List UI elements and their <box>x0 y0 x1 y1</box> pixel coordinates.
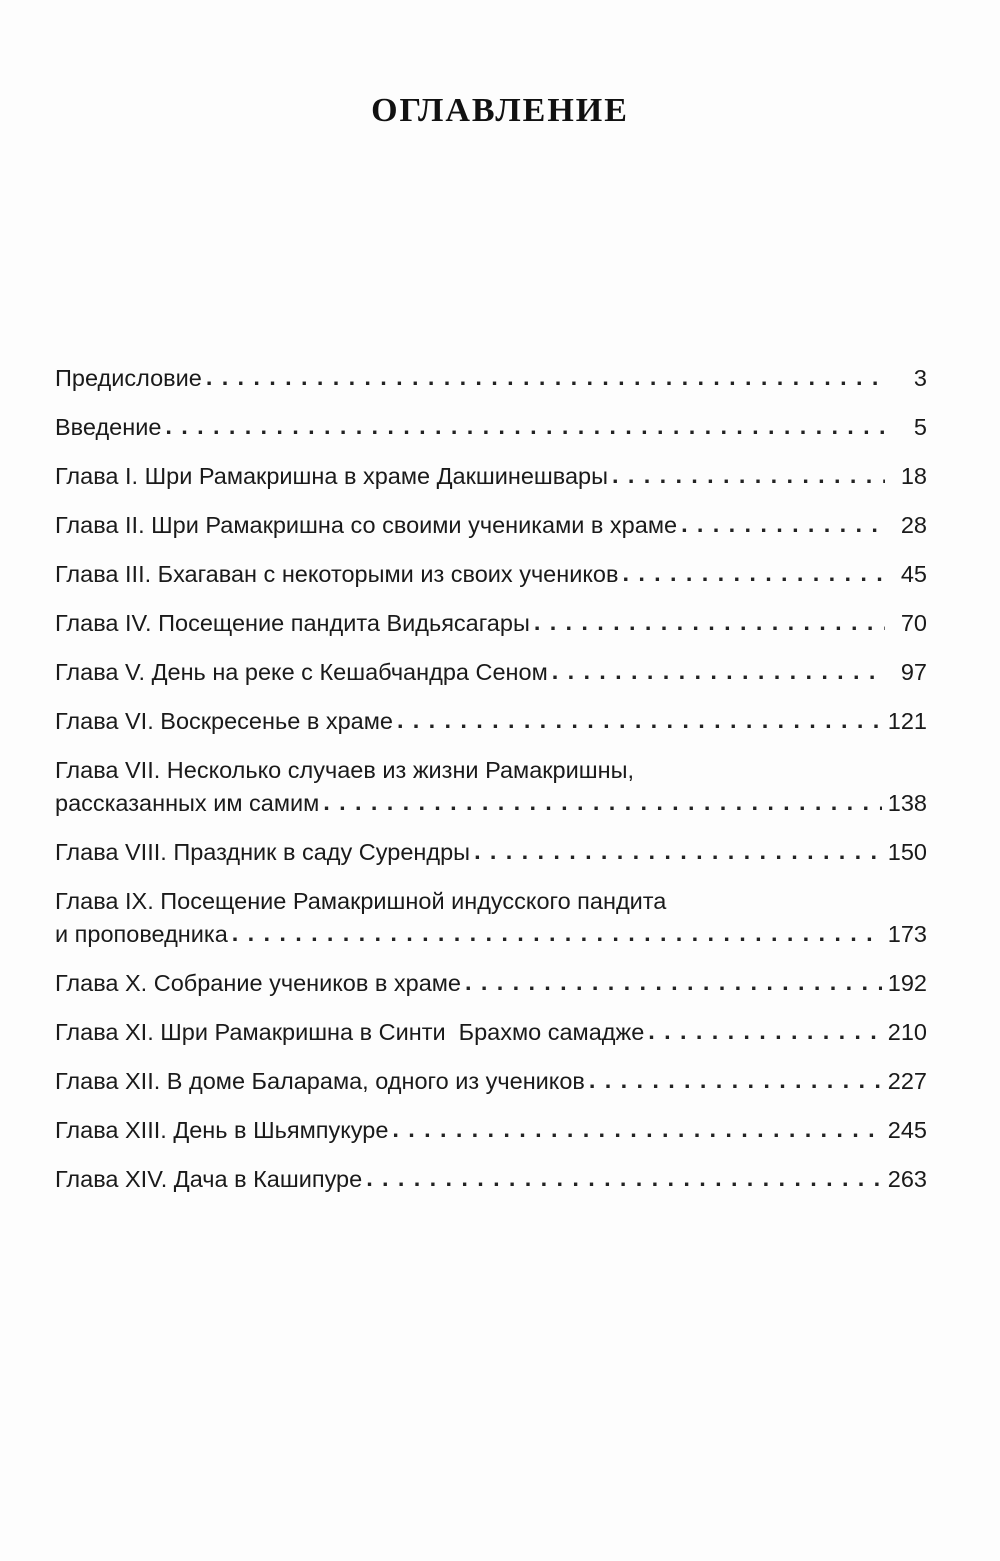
toc-entry-title-continued: и проповедника <box>55 921 228 947</box>
page-title: ОГЛАВЛЕНИЕ <box>371 92 629 129</box>
toc-page-number: 192 <box>887 970 927 996</box>
toc-entry-title: Глава VIII. Праздник в саду Сурендры <box>55 839 471 865</box>
toc-entry-title: Предисловие <box>55 365 202 391</box>
dot-leader <box>392 1113 881 1146</box>
toc-page-number: 227 <box>887 1068 927 1094</box>
toc-page-number: 150 <box>887 839 927 865</box>
toc-entry <box>55 836 927 869</box>
toc-page-number: 70 <box>900 610 927 636</box>
dot-leader <box>552 655 885 688</box>
toc-entry <box>55 411 927 444</box>
toc-entry-title: Глава X. Собрание учеников в храме <box>55 970 462 996</box>
toc-entry-title: Введение <box>55 414 162 440</box>
toc-entry <box>55 558 927 591</box>
toc-page-number: 3 <box>913 365 927 391</box>
toc-entry <box>55 656 927 689</box>
toc-page-number: 263 <box>887 1166 927 1192</box>
toc-entry <box>55 1065 927 1098</box>
toc-entry-title: Глава I. Шри Рамакришна в храме Дакшинешвары <box>55 463 609 489</box>
dot-leader <box>323 786 881 819</box>
dot-leader <box>165 410 885 443</box>
toc-entry-title: Глава III. Бхагаван с некоторыми из своих учеников <box>55 561 619 587</box>
toc-entry <box>55 460 927 493</box>
toc-entry <box>55 967 927 1000</box>
toc-entry-title: Глава IV. Посещение пандита Видьясагары <box>55 610 530 636</box>
toc-entry-title: Глава II. Шри Рамакришна со своими учениками в храме <box>55 512 678 538</box>
dot-leader <box>474 835 882 868</box>
toc-page-number: 138 <box>887 790 927 816</box>
toc-entry <box>55 1016 927 1049</box>
toc-page-number: 210 <box>887 1019 927 1045</box>
toc-entry-title: Глава XIV. Дача в Кашипуре <box>55 1166 363 1192</box>
dot-leader <box>534 606 885 639</box>
dot-leader <box>612 459 885 492</box>
dot-leader <box>206 361 885 394</box>
toc-page-number: 245 <box>887 1117 927 1143</box>
toc-entry <box>55 607 927 640</box>
toc-entry <box>55 885 927 951</box>
toc-entry-title: Глава VII. Несколько случаев из жизни Рамакришны, <box>55 757 634 783</box>
toc-entry-title: Глава V. День на реке с Кешабчандра Сеном <box>55 659 548 685</box>
dot-leader <box>366 1162 882 1195</box>
toc-entry-title-continued: рассказанных им самим <box>55 790 320 816</box>
dot-leader <box>465 966 882 999</box>
toc-entry-title: Глава VI. Воскресенье в храме <box>55 708 393 734</box>
toc-entry <box>55 754 927 820</box>
toc-page-number: 18 <box>900 463 927 489</box>
dot-leader <box>648 1015 882 1048</box>
toc-entry-title: Глава XI. Шри Рамакришна в Синти Брахмо самадже <box>55 1019 645 1045</box>
toc-page-number: 5 <box>913 414 927 440</box>
toc-entry-title: Глава IX. Посещение Рамакришной индусского пандита <box>55 888 667 914</box>
toc-entry-title: Глава XIII. День в Шьямпукуре <box>55 1117 389 1143</box>
toc-page-number: 28 <box>900 512 927 538</box>
toc-entry <box>55 705 927 738</box>
toc-page-number: 97 <box>900 659 927 685</box>
dot-leader <box>681 508 885 541</box>
dot-leader <box>622 557 885 590</box>
toc-entry-title: Глава XII. В доме Баларама, одного из учеников <box>55 1068 585 1094</box>
toc-page-number: 45 <box>900 561 927 587</box>
dot-leader <box>589 1064 882 1097</box>
toc-entry <box>55 1114 927 1147</box>
toc-entry <box>55 509 927 542</box>
dot-leader <box>232 917 882 950</box>
toc-page-number: 121 <box>887 708 927 734</box>
toc-entry <box>55 362 927 395</box>
dot-leader <box>397 704 882 737</box>
toc-page-number: 173 <box>887 921 927 947</box>
toc-entry <box>55 1163 927 1196</box>
